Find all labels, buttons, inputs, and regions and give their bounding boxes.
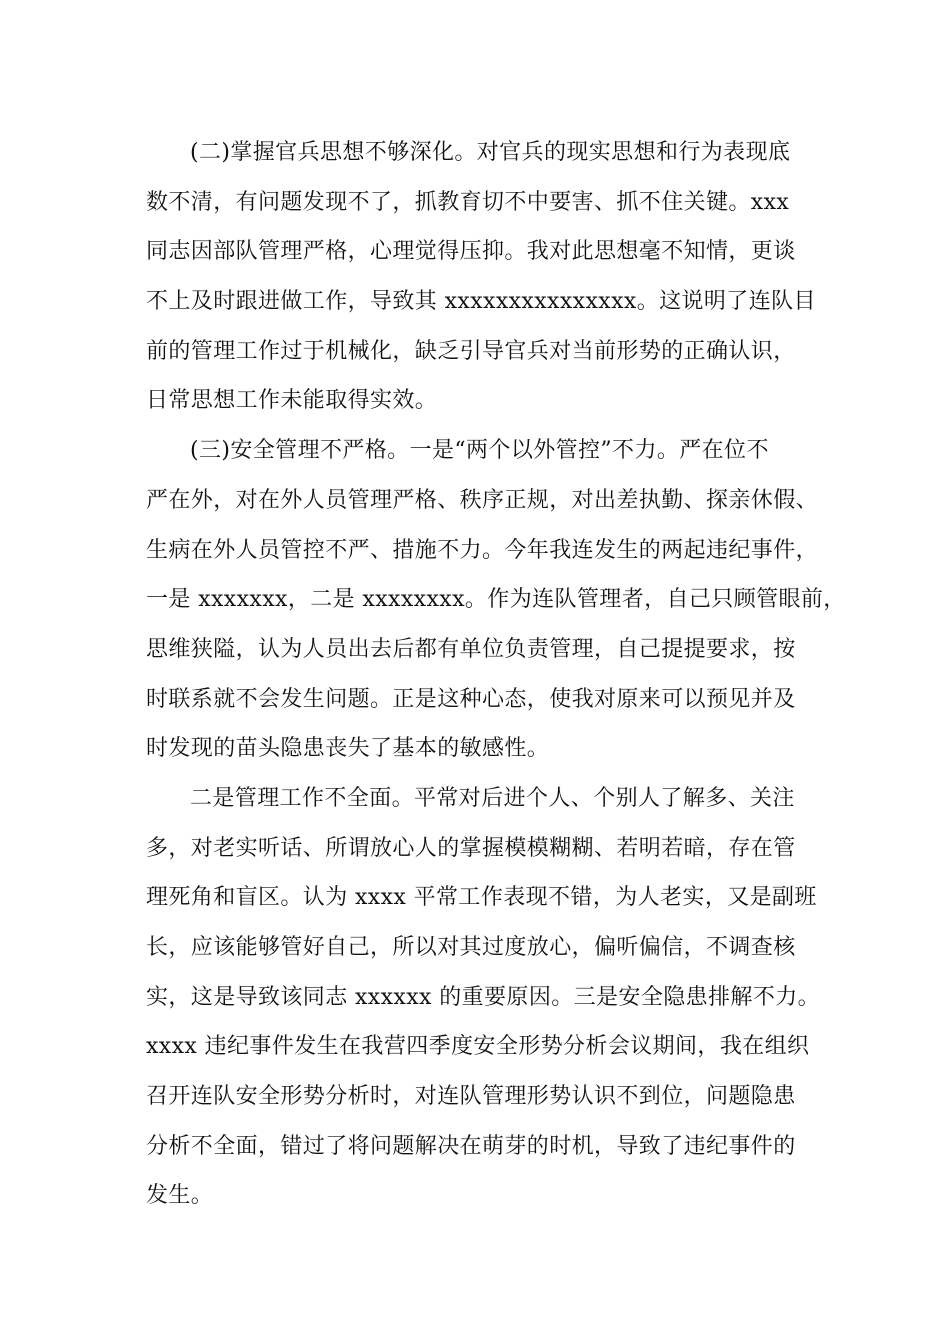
paragraph-safety-management <box>146 426 846 774</box>
paragraph-line: 理死角和盲区。认为 xxxx 平常工作表现不错，为人老实，又是副班 <box>146 885 817 911</box>
paragraph-line: 不上及时跟进做工作，导致其 xxxxxxxxxxxxxxx。这说明了连队目 <box>146 289 816 315</box>
paragraph-line: (二)掌握官兵思想不够深化。对官兵的现实思想和行为表现底 <box>190 140 791 165</box>
paragraph-line: 召开连队安全形势分析时，对连队管理形势认识不到位，问题隐患 <box>146 1084 796 1110</box>
paragraph-line: 思维狭隘，认为人员出去后都有单位负责管理，自己提提要求，按 <box>146 636 796 662</box>
paragraph-line: 多，对老实听话、所谓放心人的掌握模模糊糊、若明若暗，存在管 <box>146 835 796 861</box>
paragraph-line: 时发现的苗头隐患丧失了基本的敏感性。 <box>146 736 550 762</box>
paragraph-line: xxxx 违纪事件发生在我营四季度安全形势分析会议期间，我在组织 <box>146 1034 810 1060</box>
paragraph-line: 时联系就不会发生问题。正是这种心态，使我对原来可以预见并及 <box>146 686 796 712</box>
paragraph-grasp-thinking <box>146 128 816 426</box>
paragraph-line: 发生。 <box>146 1183 214 1209</box>
paragraph-line: 数不清，有问题发现不了，抓教育切不中要害、抓不住关键。xxx <box>146 189 790 215</box>
paragraph-line: 一是 xxxxxxx，二是 xxxxxxxx。作为连队管理者，自己只顾管眼前， <box>146 587 846 613</box>
paragraph-incomplete-management <box>146 774 821 1221</box>
paragraph-line: 前的管理工作过于机械化，缺乏引导官兵对当前形势的正确认识， <box>146 338 796 364</box>
paragraph-line: 生病在外人员管控不严、措施不力。今年我连发生的两起违纪事件， <box>146 537 819 563</box>
paragraph-line: 严在外，对在外人员管理严格、秩序正规，对出差执勤、探亲休假、 <box>146 487 819 513</box>
paragraph-line: (三)安全管理不严格。一是“两个以外管控”不力。严在位不 <box>190 438 769 464</box>
paragraph-line: 分析不全面，错过了将问题解决在萌芽的时机，导致了违纪事件的 <box>146 1133 796 1159</box>
paragraph-line: 同志因部队管理严格，心理觉得压抑。我对此思想毫不知情，更谈 <box>146 239 796 265</box>
paragraph-line: 长，应该能够管好自己，所以对其过度放心，偏听偏信，不调查核 <box>146 935 796 960</box>
paragraph-line: 实，这是导致该同志 xxxxxx 的重要原因。三是安全隐患排解不力。 <box>146 984 821 1010</box>
document-body <box>146 128 846 1221</box>
paragraph-line: 日常思想工作未能取得实效。 <box>146 388 438 414</box>
paragraph-line: 二是管理工作不全面。平常对后进个人、个别人了解多、关注 <box>190 785 795 811</box>
